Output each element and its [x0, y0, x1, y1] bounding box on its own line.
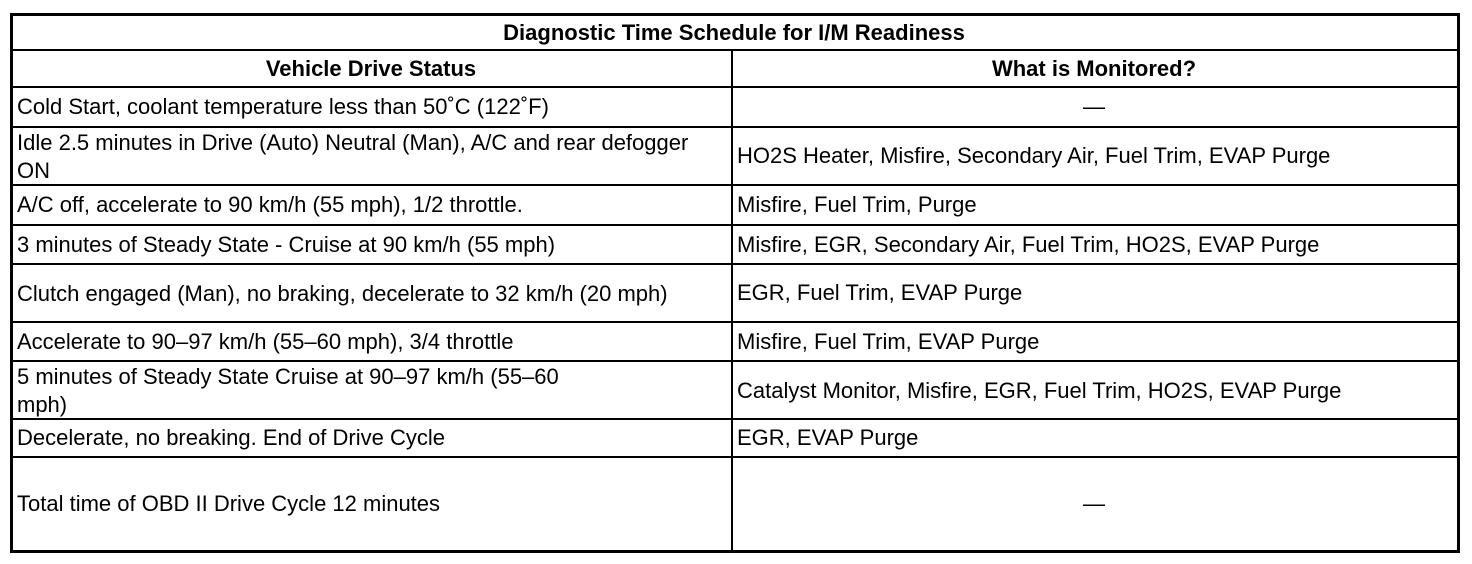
diagnostic-schedule-table	[10, 13, 1460, 553]
table-row-status	[13, 265, 733, 323]
status-text: Clutch engaged (Man), no braking, decelerate to 32 km/h (20 mph)	[17, 281, 668, 306]
table-row-monitored: —	[733, 88, 1457, 128]
table-row-monitored: HO2S Heater, Misfire, Secondary Air, Fuel Trim, EVAP Purge	[733, 128, 1457, 186]
table-row-monitored: —	[1083, 491, 1105, 516]
table-row-status	[13, 128, 733, 186]
monitored-text: Catalyst Monitor, Misfire, EGR, Fuel Trim, HO2S, EVAP Purge	[737, 378, 1342, 403]
table-row-monitored: EGR, EVAP Purge	[733, 420, 1457, 458]
table-row-status: 3 minutes of Steady State - Cruise at 90 km/h (55 mph)	[13, 226, 733, 265]
table-row-monitored: EGR, Fuel Trim, EVAP Purge	[733, 265, 1457, 323]
table-row-status	[13, 362, 733, 420]
table-row-monitored: Misfire, EGR, Secondary Air, Fuel Trim, HO2S, EVAP Purge	[733, 226, 1457, 265]
table-row-monitored	[733, 362, 1457, 420]
table-row-status: Accelerate to 90–97 km/h (55–60 mph), 3/4 throttle	[13, 323, 733, 362]
column-header-drive-status: Vehicle Drive Status	[13, 51, 733, 88]
status-text: 5 minutes of Steady State Cruise at 90–97 km/h (55–60 mph)	[17, 364, 559, 417]
table-row-status: Cold Start, coolant temperature less than 50˚C (122˚F)	[13, 88, 733, 128]
table-row-status: A/C off, accelerate to 90 km/h (55 mph), 1/2 throttle.	[13, 186, 733, 226]
table-row-status: Decelerate, no breaking. End of Drive Cycle	[13, 420, 733, 458]
table-row-monitored: Misfire, Fuel Trim, EVAP Purge	[733, 323, 1457, 362]
table-title: Diagnostic Time Schedule for I/M Readiness	[13, 16, 1457, 51]
status-text: Idle 2.5 minutes in Drive (Auto) Neutral (Man), A/C and rear defogger ON	[17, 130, 689, 183]
table-row-status: Total time of OBD II Drive Cycle 12 minutes	[13, 458, 733, 550]
column-header-monitored: What is Monitored?	[733, 51, 1457, 88]
table-row-monitored: Misfire, Fuel Trim, Purge	[733, 186, 1457, 226]
